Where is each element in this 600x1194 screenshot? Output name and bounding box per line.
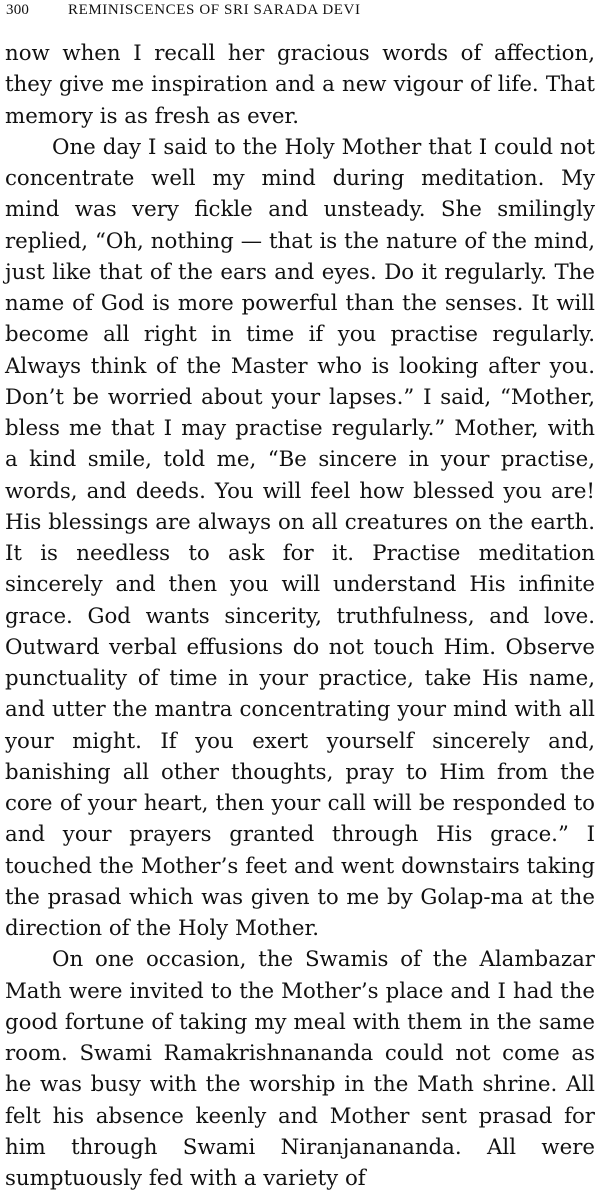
page-number: 300	[6, 2, 30, 18]
book-title: REMINISCENCES OF SRI SARADA DEVI	[68, 2, 361, 18]
paragraph-alambazar-math: On one occasion, the Swamis of the Alambazar Math were invited to the Mother’s place and I had the good fortune of taking my meal with them in the same room. Swami Ramakrishnananda could not come as he was busy with the worship in the Math shrine. All felt his absence keenly and Mother sent prasad for him through Swami Niranjanananda. All were sumptuously fed with a variety of	[5, 947, 595, 1191]
page-body-text	[5, 38, 595, 1194]
paragraph-continued: now when I recall her gracious words of affection, they give me inspiration and a new vigour of life. That memory is as fresh as ever.	[5, 41, 595, 129]
running-head	[6, 2, 594, 24]
paragraph-meditation: One day I said to the Holy Mother that I could not concentrate well my mind during meditation. My mind was very fickle and unsteady. She smilingly replied, “Oh, nothing — that is the nature of the mind, just like that of the ears and eyes. Do it regularly. The name of God is more powerful than the senses. It will become all right in time if you practise regularly. Always think of the Master who is looking after you. Don’t be worried about your lapses.” I said, “Mother, bless me that I may practise regularly.” Mother, with a kind smile, told me, “Be sincere in your practise, words, and deeds. You will feel how blessed you are! His blessings are always on all creatures on the earth. It is needless to ask for it. Practise meditation sincerely and then you will understand His infinite grace. God wants sincerity, truthfulness, and love. Outward verbal effusions do not touch Him. Observe punctuality of time in your practice, take His name, and utter the mantra concentrating your mind with all your might. If you exert yourself sincerely and, banishing all other thoughts, pray to Him from the core of your heart, then your call will be responded to and your prayers granted through His grace.” I touched the Mother’s feet and went downstairs taking the prasad which was given to me by Golap-ma at the direction of the Holy Mother.	[5, 134, 595, 941]
